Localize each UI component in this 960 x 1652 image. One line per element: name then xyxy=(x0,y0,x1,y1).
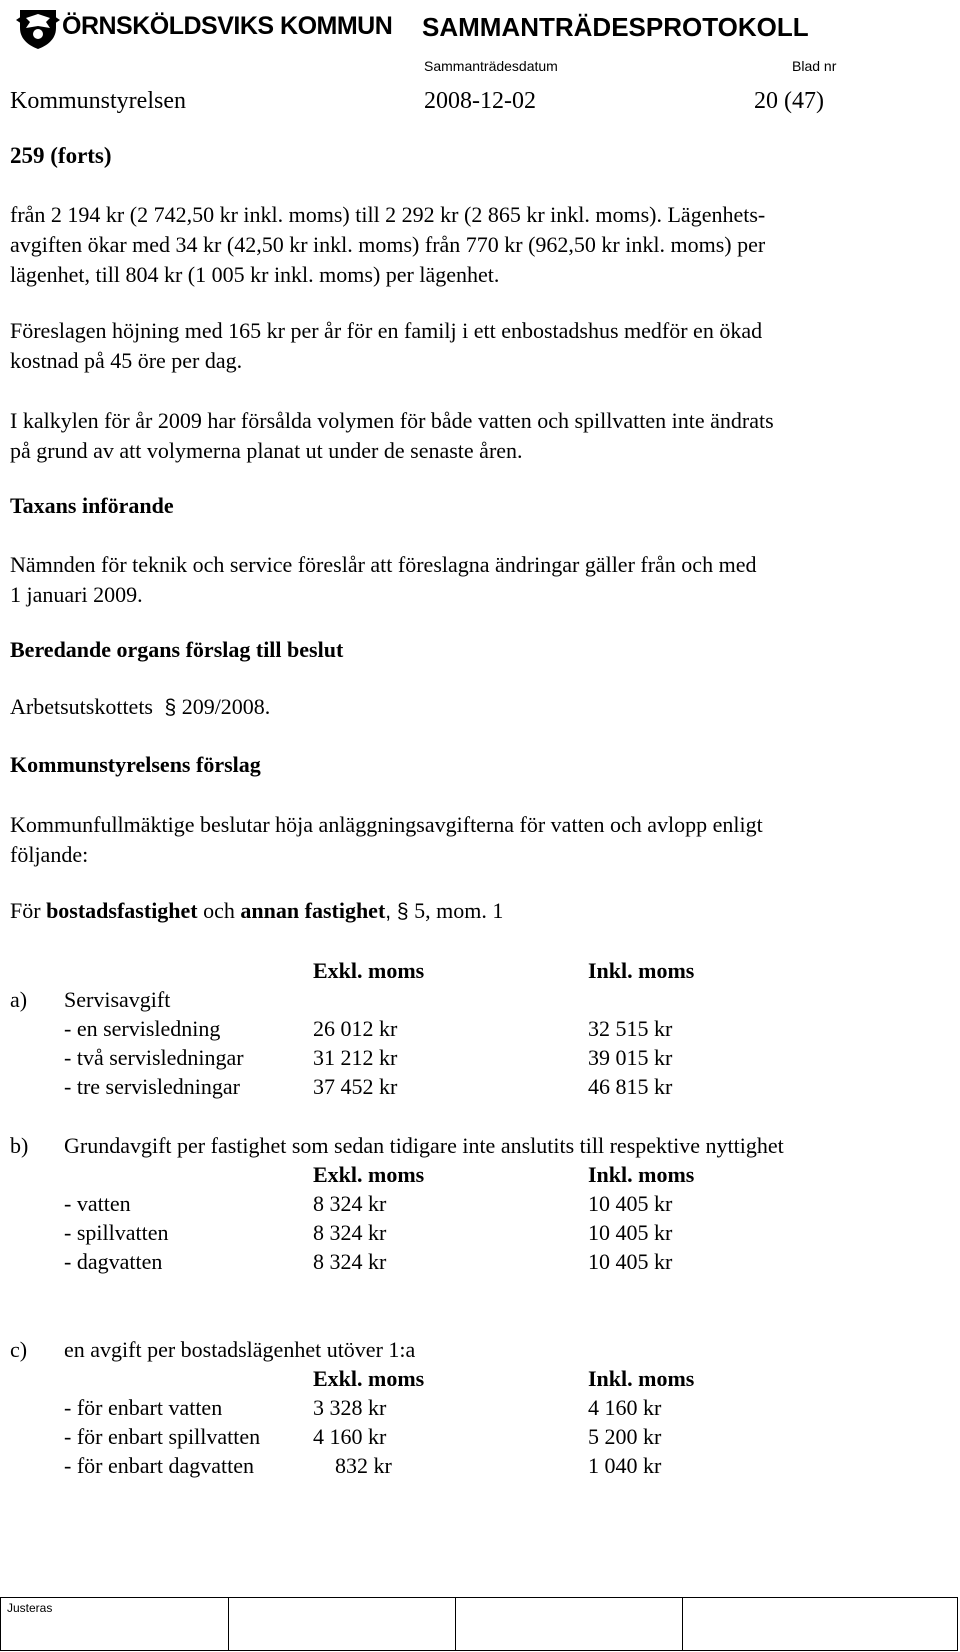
column-header-exkl: Exkl. moms xyxy=(313,958,425,983)
fee-row-label: - dagvatten xyxy=(64,1249,163,1274)
signature-box-row xyxy=(0,1597,958,1651)
fee-row-exkl: 26 012 kr xyxy=(313,1016,398,1041)
fee-group-title: Grundavgift per fastighet som sedan tidigare inte anslutits till respektive nyttighet xyxy=(64,1133,784,1158)
column-header-inkl: Inkl. moms xyxy=(588,1162,695,1187)
text-line: kostnad på 45 öre per dag. xyxy=(10,348,243,373)
fee-row-label: - två servisledningar xyxy=(64,1045,244,1070)
page-number: 20 (47) xyxy=(754,88,824,114)
text-line: lägenhet, till 804 kr (1 005 kr inkl. moms) per lägenhet. xyxy=(10,262,500,287)
fee-row-exkl: 37 452 kr xyxy=(313,1074,398,1099)
fee-row-exkl: 3 328 kr xyxy=(313,1395,387,1420)
text-line: Kommunfullmäktige beslutar höja anläggningsavgifterna för vatten och avlopp enligt xyxy=(10,812,763,837)
section-number: 259 (forts) xyxy=(10,143,112,168)
body-name: Kommunstyrelsen xyxy=(10,88,186,114)
municipality-logo xyxy=(14,6,62,55)
paragraph-property-type xyxy=(10,898,503,924)
signature-box-divider xyxy=(228,1598,229,1650)
paragraph-fee-change xyxy=(10,200,950,290)
justeras-label: Justeras xyxy=(7,1601,53,1615)
fee-row-inkl: 32 515 kr xyxy=(588,1016,673,1041)
protocol-title: SAMMANTRÄDESPROTOKOLL xyxy=(422,12,809,42)
text-line: 1 januari 2009. xyxy=(10,582,143,607)
fee-row-inkl: 39 015 kr xyxy=(588,1045,673,1070)
text-line: från 2 194 kr (2 742,50 kr inkl. moms) till 2 292 kr (2 865 kr inkl. moms). Lägenhets- xyxy=(10,202,766,227)
text-segment: 5, mom. 1 xyxy=(408,898,504,923)
signature-box-divider xyxy=(682,1598,683,1650)
text-segment: 209/2008. xyxy=(176,694,271,719)
fee-row-label: - för enbart dagvatten xyxy=(64,1453,254,1478)
paragraph-council-decision xyxy=(10,810,950,870)
coat-of-arms-icon xyxy=(14,6,62,50)
fee-row-exkl: 832 kr xyxy=(335,1453,392,1478)
text-segment: För xyxy=(10,898,47,923)
fee-row-inkl: 46 815 kr xyxy=(588,1074,673,1099)
paragraph-cost-increase xyxy=(10,316,950,376)
fee-row-label: - tre servisledningar xyxy=(64,1074,240,1099)
fee-group-letter: a) xyxy=(10,987,28,1012)
text-line: följande: xyxy=(10,842,89,867)
column-header-inkl: Inkl. moms xyxy=(588,958,695,983)
text-line: avgiften ökar med 34 kr (42,50 kr inkl. moms) från 770 kr (962,50 kr inkl. moms) per xyxy=(10,232,766,257)
fee-row-inkl: 1 040 kr xyxy=(588,1453,662,1478)
section-symbol: § xyxy=(164,696,177,719)
text-segment: Arbetsutskottets xyxy=(10,694,153,719)
fee-group-title: Servisavgift xyxy=(64,987,171,1012)
column-header-exkl: Exkl. moms xyxy=(313,1366,425,1391)
fee-row-label: - vatten xyxy=(64,1191,131,1216)
text-line: Nämnden för teknik och service föreslår att föreslagna ändringar gäller från och med xyxy=(10,552,757,577)
fee-row-label: - för enbart vatten xyxy=(64,1395,223,1420)
bold-term-residential: bostadsfastighet xyxy=(46,898,198,923)
fee-row-exkl: 4 160 kr xyxy=(313,1424,387,1449)
fee-row-inkl: 5 200 kr xyxy=(588,1424,662,1449)
municipality-name: ÖRNSKÖLDSVIKS KOMMUN xyxy=(62,12,393,40)
fee-row-inkl: 4 160 kr xyxy=(588,1395,662,1420)
heading-taxa-introduction: Taxans införande xyxy=(10,493,174,518)
fee-row-exkl: 8 324 kr xyxy=(313,1191,387,1216)
date-label: Sammanträdesdatum xyxy=(424,58,558,74)
text-line: på grund av att volymerna planat ut under de senaste åren. xyxy=(10,438,523,463)
section-symbol: , § xyxy=(385,900,409,923)
fee-row-label: - en servisledning xyxy=(64,1016,221,1041)
fee-row-exkl: 8 324 kr xyxy=(313,1249,387,1274)
fee-row-exkl: 8 324 kr xyxy=(313,1220,387,1245)
column-header-inkl: Inkl. moms xyxy=(588,1366,695,1391)
fee-row-inkl: 10 405 kr xyxy=(588,1220,673,1245)
signature-box-divider xyxy=(455,1598,456,1650)
fee-row-inkl: 10 405 kr xyxy=(588,1249,673,1274)
paragraph-calculation xyxy=(10,406,950,466)
fee-row-label: - för enbart spillvatten xyxy=(64,1424,261,1449)
bold-term-other: annan fastighet xyxy=(240,898,386,923)
fee-row-label: - spillvatten xyxy=(64,1220,169,1245)
text-line: I kalkylen för år 2009 har försålda volymen för både vatten och spillvatten inte ändrats xyxy=(10,408,774,433)
column-header-exkl: Exkl. moms xyxy=(313,1162,425,1187)
paragraph-work-committee xyxy=(10,694,270,720)
fee-row-exkl: 31 212 kr xyxy=(313,1045,398,1070)
fee-group-letter: c) xyxy=(10,1337,28,1362)
fee-group-letter: b) xyxy=(10,1133,29,1158)
text-segment: och xyxy=(197,898,241,923)
fee-row-inkl: 10 405 kr xyxy=(588,1191,673,1216)
page-label: Blad nr xyxy=(792,58,837,74)
text-line: Föreslagen höjning med 165 kr per år för en familj i ett enbostadshus medför en ökad xyxy=(10,318,763,343)
paragraph-introduction-date xyxy=(10,550,950,610)
meeting-date: 2008-12-02 xyxy=(424,88,536,114)
heading-preparing-body-proposal: Beredande organs förslag till beslut xyxy=(10,637,344,662)
heading-board-proposal: Kommunstyrelsens förslag xyxy=(10,752,261,777)
fee-group-title: en avgift per bostadslägenhet utöver 1:a xyxy=(64,1337,416,1362)
